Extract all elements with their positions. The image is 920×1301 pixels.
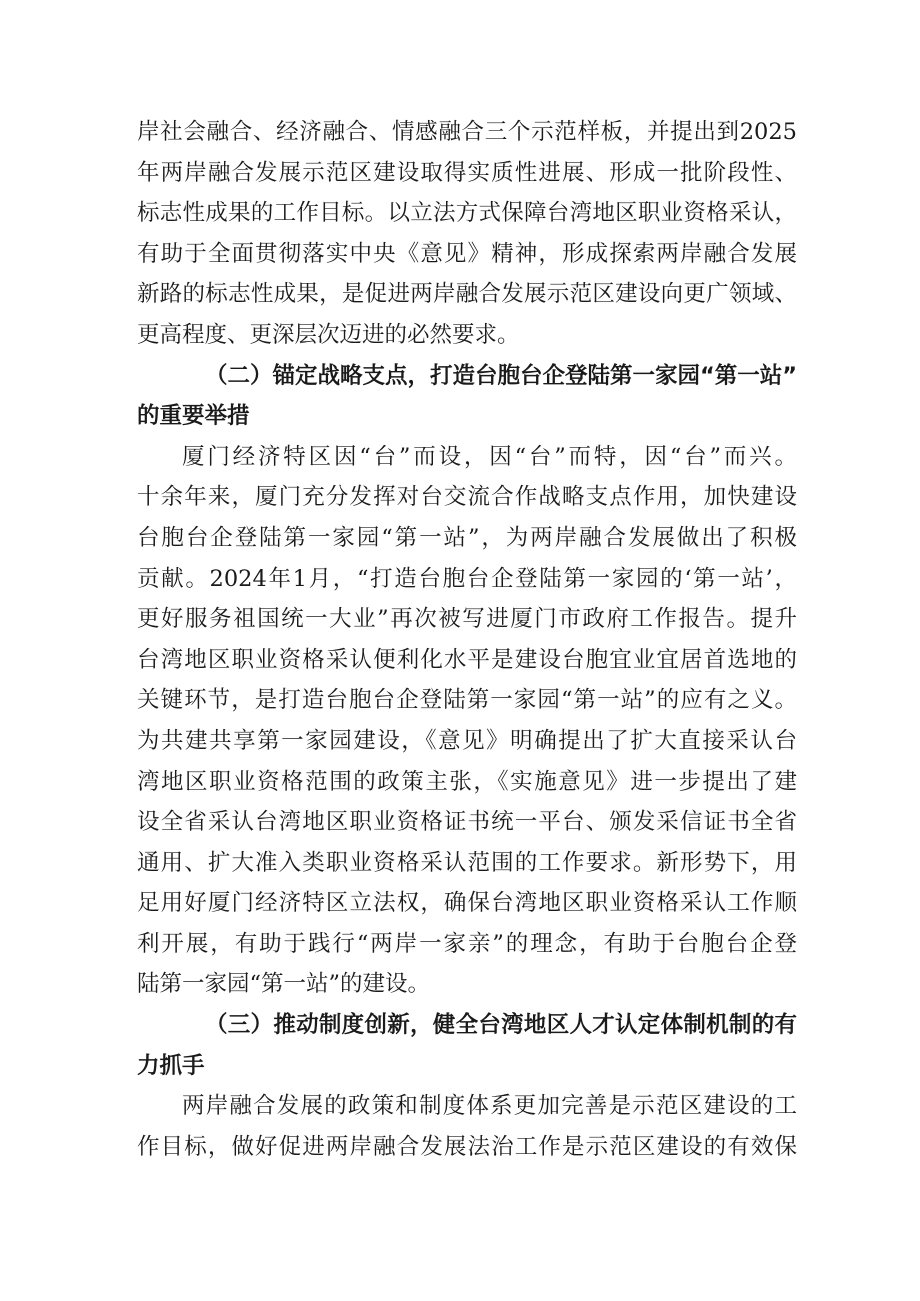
text-line: 新路的标志性成果，是促进两岸融合发展示范区建设向更广领域、 <box>137 281 797 308</box>
section-heading: 的重要举措 <box>137 403 250 430</box>
section-heading: （二）锚定战略支点，打造台胞台企登陆第一家园“第一站” <box>205 362 797 389</box>
text-line: 设全省采认台湾地区职业资格证书统一平台、颁发采信证书全省 <box>137 809 797 836</box>
text-line: 十余年来，厦门充分发挥对台交流合作战略支点作用，加快建设 <box>137 484 797 511</box>
text-line: 更好服务祖国统一大业”再次被写进厦门市政府工作报告。提升 <box>137 606 797 633</box>
document-body <box>137 112 797 1167</box>
text-line: 厦门经济特区因“台”而设，因“台”而特，因“台”而兴。 <box>182 443 797 470</box>
text-line: 年两岸融合发展示范区建设取得实质性进展、形成一批阶段性、 <box>137 159 797 186</box>
text-line: 通用、扩大准入类职业资格采认范围的工作要求。新形势下，用 <box>137 849 797 876</box>
section-heading: （三）推动制度创新，健全台湾地区人才认定体制机制的有 <box>205 1012 797 1039</box>
text-line: 标志性成果的工作目标。以立法方式保障台湾地区职业资格采认， <box>137 200 797 227</box>
text-line: 利开展，有助于践行“两岸一家亲”的理念，有助于台胞台企登 <box>137 930 797 957</box>
text-line: 台湾地区职业资格采认便利化水平是建设台胞宜业宜居首选地的 <box>137 646 797 673</box>
text-line: 两岸融合发展的政策和制度体系更加完善是示范区建设的工 <box>182 1093 797 1120</box>
text-line: 岸社会融合、经济融合、情感融合三个示范样板，并提出到2025 <box>137 119 797 145</box>
text-line: 足用好厦门经济特区立法权，确保台湾地区职业资格采认工作顺 <box>137 890 797 917</box>
text-line: 更高程度、更深层次迈进的必然要求。 <box>137 321 520 348</box>
text-line: 作目标，做好促进两岸融合发展法治工作是示范区建设的有效保 <box>137 1133 797 1160</box>
text-line: 为共建共享第一家园建设，《意见》明确提出了扩大直接采认台 <box>137 727 797 754</box>
section-heading: 力抓手 <box>137 1052 205 1079</box>
text-line: 有助于全面贯彻落实中央《意见》精神，形成探索两岸融合发展 <box>137 240 797 267</box>
text-line: 湾地区职业资格范围的政策主张，《实施意见》进一步提出了建 <box>137 768 797 795</box>
text-line: 贡献。2024年1月，“打造台胞台企登陆第一家园的‘第一站’， <box>137 565 797 592</box>
text-line: 关键环节，是打造台胞台企登陆第一家园“第一站”的应有之义。 <box>137 687 797 714</box>
text-line: 陆第一家园“第一站”的建设。 <box>137 971 431 998</box>
text-line: 台胞台企登陆第一家园“第一站”，为两岸融合发展做出了积极 <box>137 524 797 551</box>
